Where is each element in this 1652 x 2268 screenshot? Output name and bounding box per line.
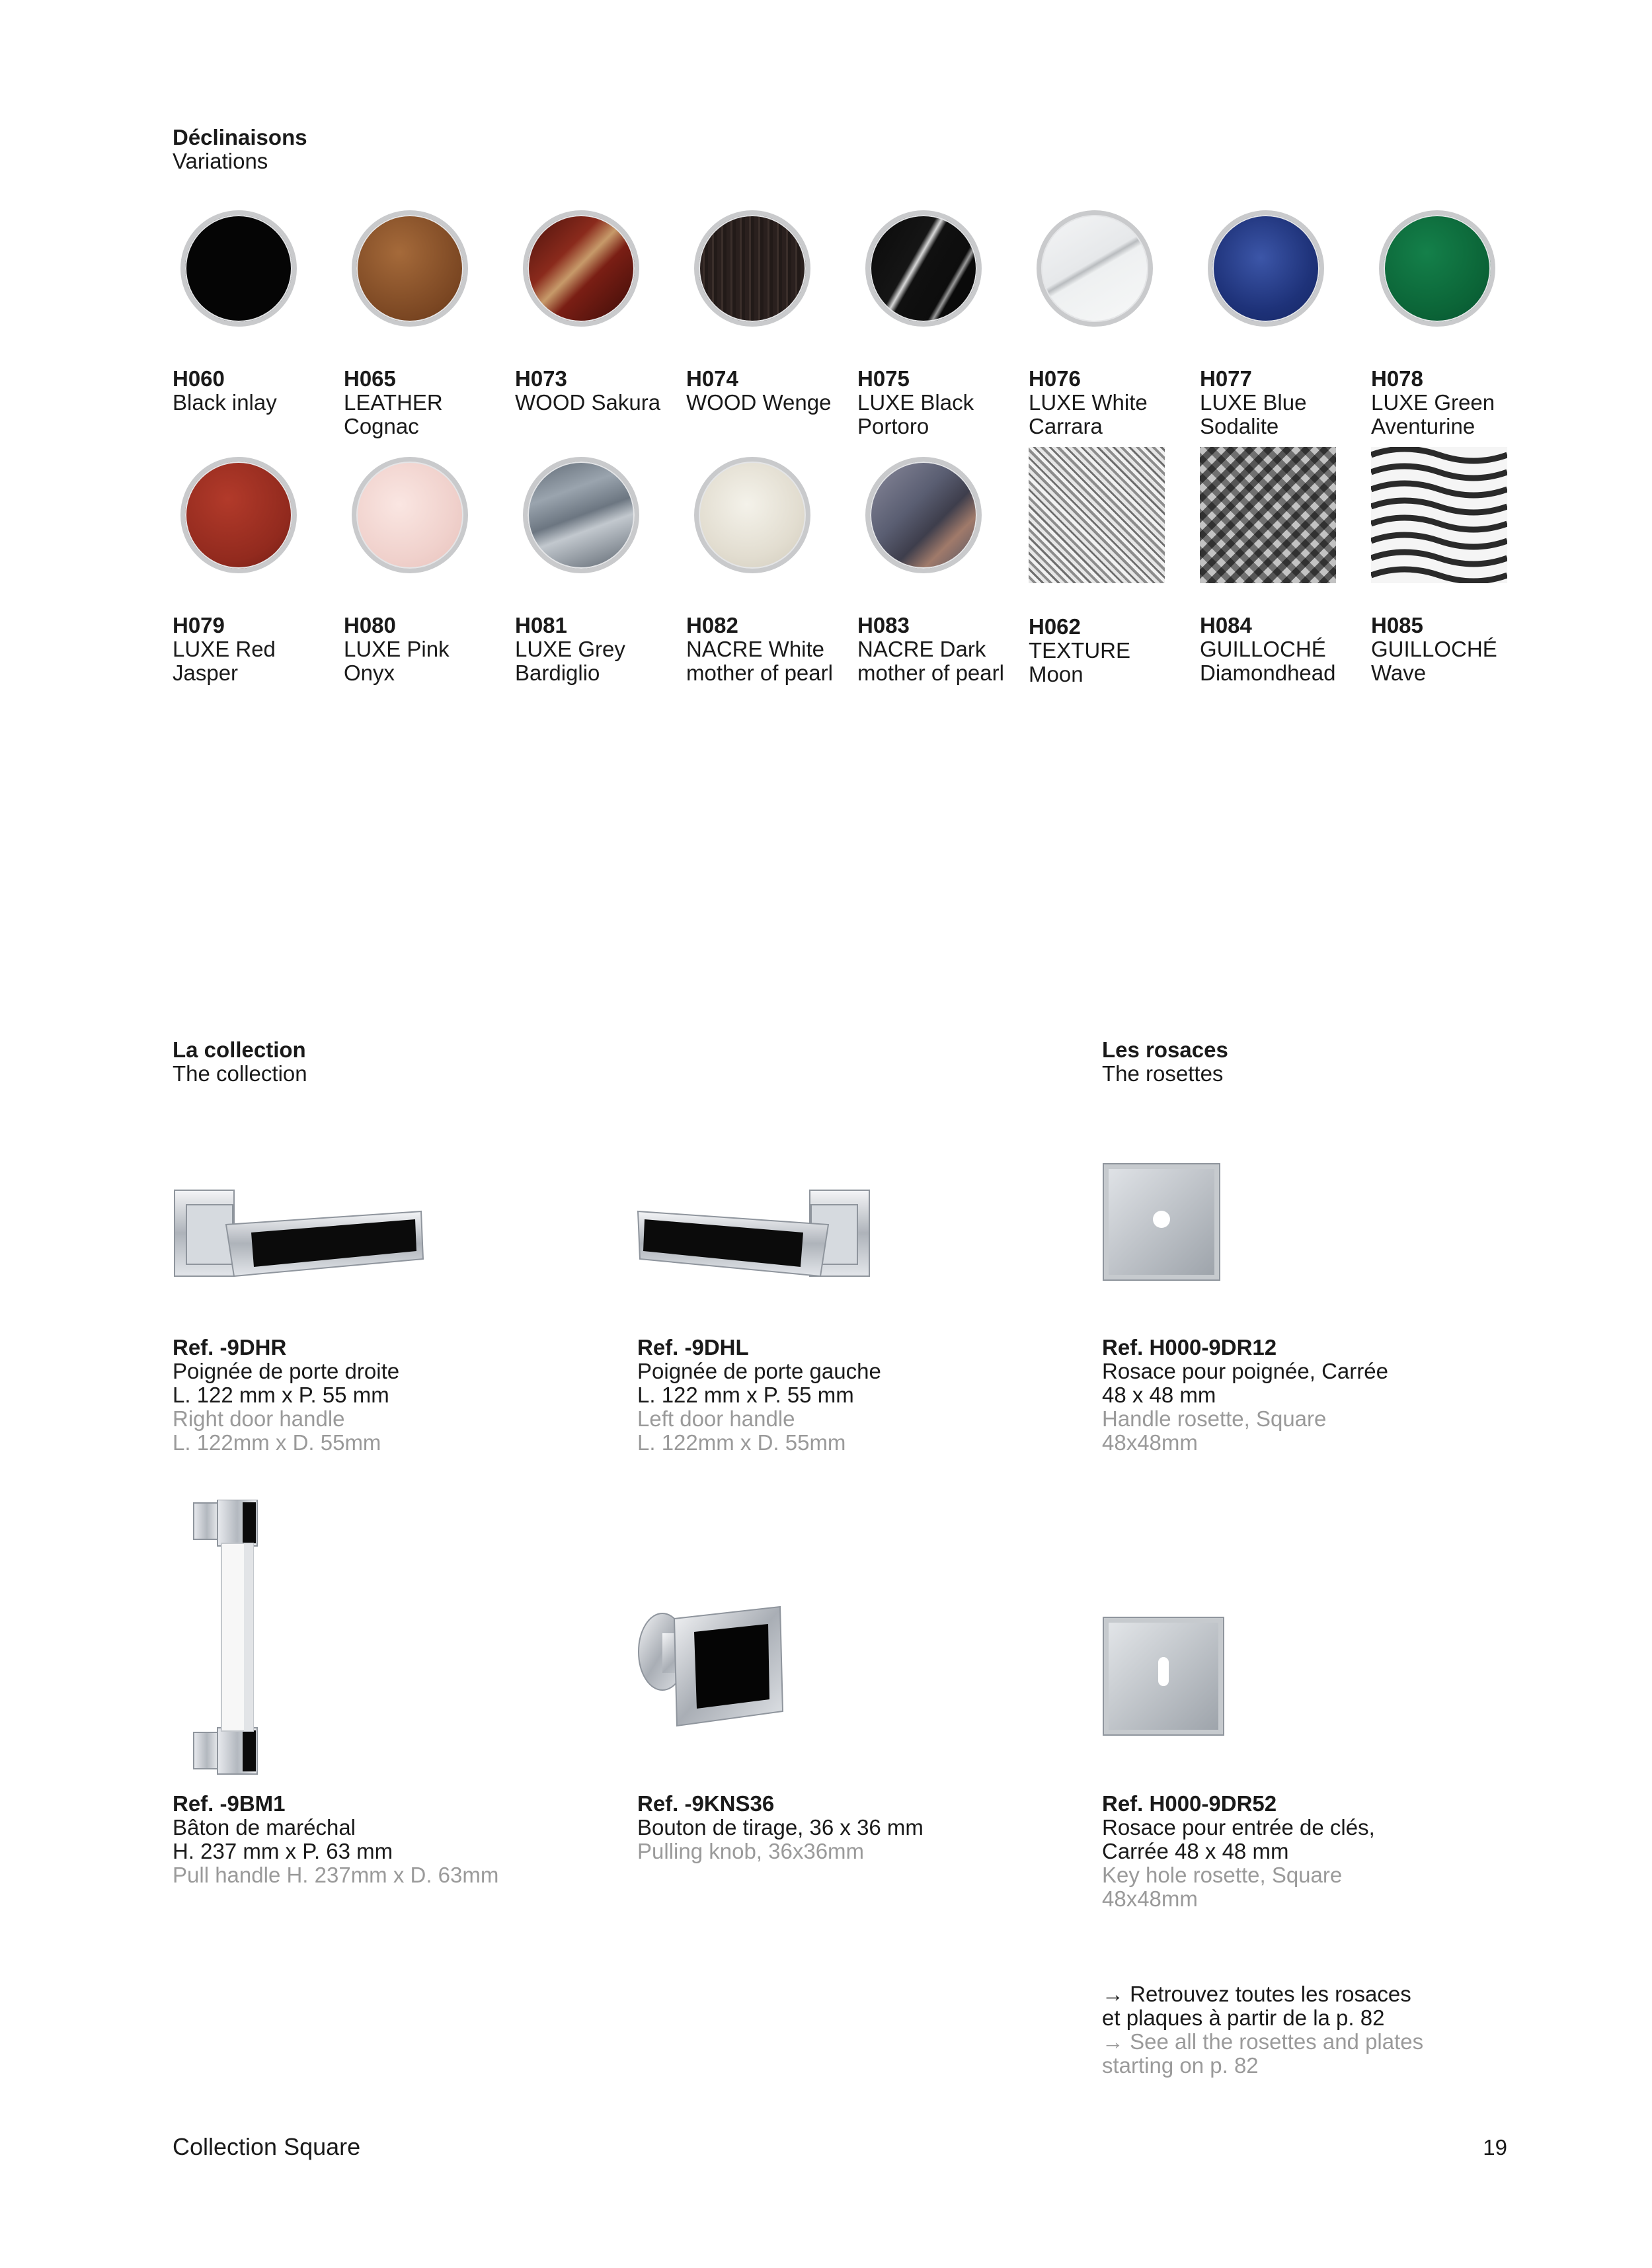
swatch-h080: [352, 457, 468, 573]
product-9dhl: Ref. -9DHL Poignée de porte gauche L. 122 mm x P. 55 mm Left door handle L. 122mm x D. 55mm: [637, 1335, 881, 1455]
product-h000-9dr52: Ref. H000-9DR52 Rosace pour entrée de clés, Carrée 48 x 48 mm Key hole rosette, Square 48x48mm: [1102, 1791, 1375, 1911]
swatch-h082: [694, 457, 810, 573]
variation-h075: H075 LUXE Black Portoro: [857, 366, 974, 438]
swatch-h079: [180, 457, 297, 573]
variation-h082: H082 NACRE White mother of pearl: [686, 613, 833, 685]
variation-h062: H062 TEXTURE Moon: [1029, 614, 1131, 686]
variation-h081: H081 LUXE Grey Bardiglio: [515, 613, 625, 685]
pull-handle-image: [187, 1500, 266, 1781]
variation-h077: H077 LUXE Blue Sodalite: [1200, 366, 1307, 438]
rosettes-title-fr: Les rosaces: [1102, 1037, 1228, 1062]
variations-title-en: Variations: [173, 149, 268, 173]
swatch-h076: [1037, 210, 1153, 327]
swatch-h062: [1029, 447, 1165, 583]
swatch-h078: [1379, 210, 1495, 327]
variation-h060: H060 Black inlay: [173, 366, 277, 415]
footer-collection-title: Collection Square: [173, 2133, 361, 2160]
swatch-h081: [523, 457, 639, 573]
page-number: 19: [1483, 2135, 1507, 2160]
variation-h080: H080 LUXE Pink Onyx: [344, 613, 450, 685]
variation-h076: H076 LUXE White Carrara: [1029, 366, 1148, 438]
product-h000-9dr12: Ref. H000-9DR12 Rosace pour poignée, Carrée 48 x 48 mm Handle rosette, Square 48x48mm: [1102, 1335, 1388, 1455]
swatch-h084: [1200, 447, 1336, 583]
left-door-handle-image: [637, 1185, 888, 1287]
variation-h084: H084 GUILLOCHÉ Diamondhead: [1200, 613, 1336, 685]
swatch-h073: [523, 210, 639, 327]
swatch-h077: [1208, 210, 1324, 327]
variation-h074: H074 WOOD Wenge: [686, 366, 832, 415]
swatch-h060: [180, 210, 297, 327]
variation-h073: H073 WOOD Sakura: [515, 366, 661, 415]
variation-h078: H078 LUXE Green Aventurine: [1371, 366, 1495, 438]
handle-rosette-image: [1102, 1162, 1221, 1285]
variation-h085: H085 GUILLOCHÉ Wave: [1371, 613, 1497, 685]
variation-h079: H079 LUXE Red Jasper: [173, 613, 276, 685]
product-9kns36: Ref. -9KNS36 Bouton de tirage, 36 x 36 mm Pulling knob, 36x36mm: [637, 1791, 924, 1863]
product-9bm1: Ref. -9BM1 Bâton de maréchal H. 237 mm x P. 63 mm Pull handle H. 237mm x D. 63mm: [173, 1791, 499, 1887]
key-hole-rosette-image: [1102, 1616, 1225, 1740]
variations-title-fr: Déclinaisons: [173, 125, 307, 149]
collection-title-fr: La collection: [173, 1037, 306, 1062]
product-9dhr: Ref. -9DHR Poignée de porte droite L. 122 mm x P. 55 mm Right door handle L. 122mm x D. 55mm: [173, 1335, 400, 1455]
right-door-handle-image: [173, 1185, 424, 1287]
rosettes-reference-note: → Retrouvez toutes les rosaces et plaques à partir de la p. 82 → See all the rosettes and plates starting on p. 82: [1102, 1982, 1424, 2078]
variation-h065: H065 LEATHER Cognac: [344, 366, 443, 438]
wave-pattern: [1371, 447, 1507, 583]
swatch-h083: [865, 457, 982, 573]
pulling-knob-image: [636, 1600, 788, 1736]
collection-title-en: The collection: [173, 1061, 307, 1086]
swatch-h075: [865, 210, 982, 327]
swatch-h085: [1371, 447, 1507, 583]
swatch-h074: [694, 210, 810, 327]
variation-h083: H083 NACRE Dark mother of pearl: [857, 613, 1004, 685]
swatch-h065: [352, 210, 468, 327]
rosettes-title-en: The rosettes: [1102, 1061, 1224, 1086]
